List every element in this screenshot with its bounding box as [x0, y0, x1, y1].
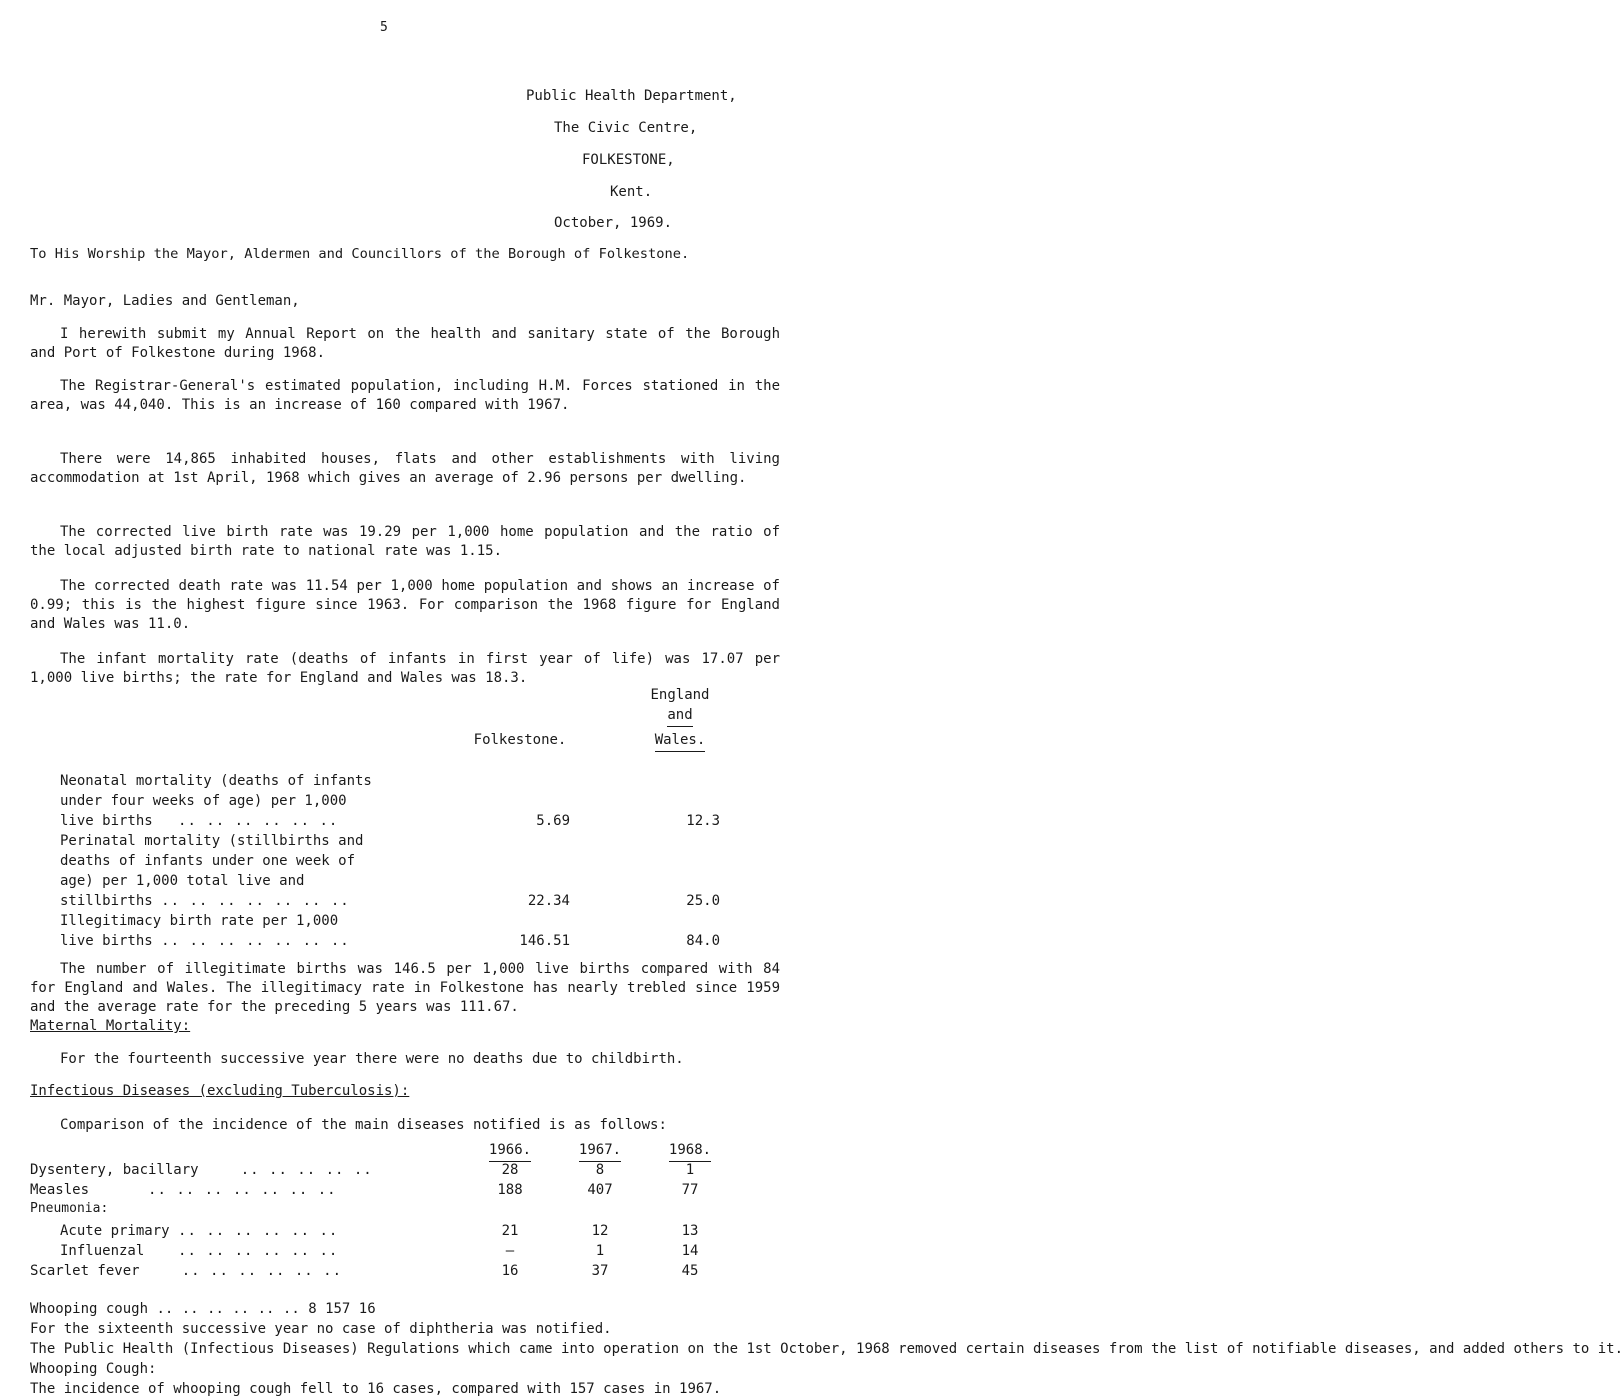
dysentery-1966: 28 [501, 1162, 519, 1178]
whooping-1966: 8 [308, 1301, 317, 1317]
pneumonia-label: Pneumonia: [30, 1201, 109, 1216]
year-text: 1968. [669, 1141, 711, 1162]
disease-name: Measles [30, 1182, 90, 1198]
perinatal-ew-value: 25.0 [686, 893, 720, 909]
disease-label-acute-primary [60, 1222, 338, 1241]
leader-dots: .. .. .. .. .. .. .. [161, 933, 350, 949]
acute-primary-1968: 13 [681, 1223, 699, 1239]
page-number: 5 [380, 20, 388, 35]
row-label-text: stillbirths [60, 893, 153, 909]
row-perinatal-label-4 [60, 892, 350, 911]
disease-label-influenzal [60, 1242, 338, 1261]
header-and-text: and [667, 706, 692, 727]
paragraph-text: The corrected death rate was 11.54 per 1,000 home population and shows an increase of 0.99; this is the highest figure since 1963. For comparison the 1968 figure for England and Wales was 11.0. [30, 578, 780, 632]
row-perinatal-label-2: deaths of infants under one week of [60, 853, 356, 869]
leader-dots: .. .. .. .. .. .. [178, 813, 339, 829]
disease-name: Dysentery, bacillary [30, 1162, 199, 1178]
influenzal-1967: 1 [595, 1243, 605, 1259]
heading-whooping-cough: Whooping Cough: [30, 1361, 157, 1377]
maternal-text: For the fourteenth successive year there were no deaths due to childbirth. [60, 1051, 684, 1067]
year-1968-header [650, 1141, 730, 1162]
measles-1966: 188 [497, 1182, 523, 1198]
whooping-1967: 157 [325, 1301, 351, 1317]
whooping-text: The incidence of whooping cough fell to 16 cases, compared with 157 cases in 1967. [30, 1381, 722, 1397]
leader-dots: .. .. .. .. .. [240, 1162, 373, 1178]
paragraph-death-rate [30, 577, 780, 634]
header-folkestone: Folkestone. [473, 732, 567, 748]
paragraph-text: The infant mortality rate (deaths of infants in first year of life) was 17.07 per 1,000 live births; the rate for England and Wales was 18.3. [30, 651, 780, 686]
leader-dots: .. .. .. .. .. .. [181, 1263, 343, 1279]
header-wales [620, 731, 740, 752]
influenzal-1966: – [505, 1243, 515, 1259]
paragraph-report-intro [30, 325, 780, 363]
year-1966-header [470, 1141, 550, 1162]
acute-primary-1966: 21 [501, 1223, 519, 1239]
row-label-text: live births [60, 813, 153, 829]
paragraph-housing [30, 450, 780, 488]
heading-maternal-mortality: Maternal Mortality: [30, 1018, 191, 1034]
paragraph-birth-rate [30, 523, 780, 561]
disease-label-dysentery [30, 1161, 373, 1180]
year-text: 1966. [489, 1141, 531, 1162]
disease-name: Influenzal [60, 1243, 145, 1259]
row-illegitimacy-label-1: Illegitimacy birth rate per 1,000 [60, 913, 339, 929]
paragraph-illegitimacy [30, 960, 780, 1017]
disease-name: Scarlet fever [30, 1263, 140, 1279]
disease-name: Acute primary [60, 1223, 170, 1239]
disease-label-scarlet-fever [30, 1262, 342, 1281]
disease-name: Whooping cough [30, 1301, 149, 1317]
leader-dots: .. .. .. .. .. .. .. [148, 1182, 337, 1198]
row-perinatal-label-3: age) per 1,000 total live and [60, 873, 305, 889]
row-neonatal-label-2: under four weeks of age) per 1,000 [60, 793, 347, 809]
diphtheria-text: For the sixteenth successive year no case of diphtheria was notified. [30, 1321, 612, 1337]
heading-infectious-diseases: Infectious Diseases (excluding Tuberculosis): [30, 1083, 410, 1099]
paragraph-text: There were 14,865 inhabited houses, flats and other establishments with living accommodation at 1st April, 1968 which gives an average of 2.96 persons per dwelling. [30, 451, 780, 486]
address-line-town: FOLKESTONE, [582, 152, 675, 168]
illegitimacy-ew-value: 84.0 [686, 933, 720, 949]
illegitimacy-folkestone-value: 146.51 [519, 933, 570, 949]
measles-1967: 407 [587, 1182, 613, 1198]
disease-label-measles [30, 1181, 337, 1200]
whooping-1968: 16 [358, 1301, 376, 1317]
paragraph-text: The number of illegitimate births was 146.5 per 1,000 live births compared with 84 for England and Wales. The illegitimacy rate in Folkestone has nearly trebled since 1959 and the average rate for the preceding 5 years was 111.67. [30, 961, 780, 1015]
influenzal-1968: 14 [681, 1243, 699, 1259]
paragraph-infant-mortality [30, 650, 780, 688]
header-and [620, 706, 740, 727]
dysentery-1968: 1 [685, 1162, 695, 1178]
scarlet-fever-1967: 37 [591, 1263, 609, 1279]
report-date: October, 1969. [554, 215, 673, 231]
header-wales-text: Wales. [655, 731, 706, 752]
scarlet-fever-1966: 16 [501, 1263, 519, 1279]
salutation: Mr. Mayor, Ladies and Gentleman, [30, 293, 300, 309]
neonatal-folkestone-value: 5.69 [536, 813, 570, 829]
leader-dots: .. .. .. .. .. .. [178, 1223, 339, 1239]
measles-1968: 77 [681, 1182, 699, 1198]
regulations-text: The Public Health (Infectious Diseases) Regulations which came into operation on the 1st October, 1968 removed certain diseases from the list of notifiable diseases, and added others to it. [30, 1341, 1623, 1357]
row-illegitimacy-label-2 [60, 932, 350, 951]
addressee: To His Worship the Mayor, Aldermen and Councillors of the Borough of Folkestone. [30, 246, 690, 262]
row-label-text: live births [60, 933, 153, 949]
neonatal-ew-value: 12.3 [686, 813, 720, 829]
paragraph-text: I herewith submit my Annual Report on the health and sanitary state of the Borough and Port of Folkestone during 1968. [30, 326, 780, 361]
paragraph-population [30, 377, 780, 415]
paragraph-text: The Registrar-General's estimated population, including H.M. Forces stationed in the area, was 44,040. This is an increase of 160 compared with 1967. [30, 378, 780, 413]
year-text: 1967. [579, 1141, 621, 1162]
scarlet-fever-1968: 45 [681, 1263, 699, 1279]
address-line-county: Kent. [610, 184, 653, 200]
leader-dots: .. .. .. .. .. .. [156, 1301, 300, 1317]
paragraph-text: The corrected live birth rate was 19.29 per 1,000 home population and the ratio of the local adjusted birth rate to national rate was 1.15. [30, 524, 780, 559]
address-line-building: The Civic Centre, [554, 120, 698, 136]
row-perinatal-label-1: Perinatal mortality (stillbirths and [60, 833, 364, 849]
acute-primary-1967: 12 [591, 1223, 609, 1239]
leader-dots: .. .. .. .. .. .. .. [161, 893, 350, 909]
dysentery-1967: 8 [595, 1162, 605, 1178]
row-neonatal-label-3 [60, 812, 338, 831]
leader-dots: .. .. .. .. .. .. [178, 1243, 339, 1259]
address-line-department: Public Health Department, [526, 88, 737, 104]
row-neonatal-label-1: Neonatal mortality (deaths of infants [60, 773, 372, 789]
year-1967-header [560, 1141, 640, 1162]
header-england: England [650, 687, 710, 703]
infectious-intro: Comparison of the incidence of the main diseases notified is as follows: [60, 1117, 667, 1133]
disease-label-whooping-cough [30, 1300, 376, 1319]
perinatal-folkestone-value: 22.34 [527, 893, 570, 909]
